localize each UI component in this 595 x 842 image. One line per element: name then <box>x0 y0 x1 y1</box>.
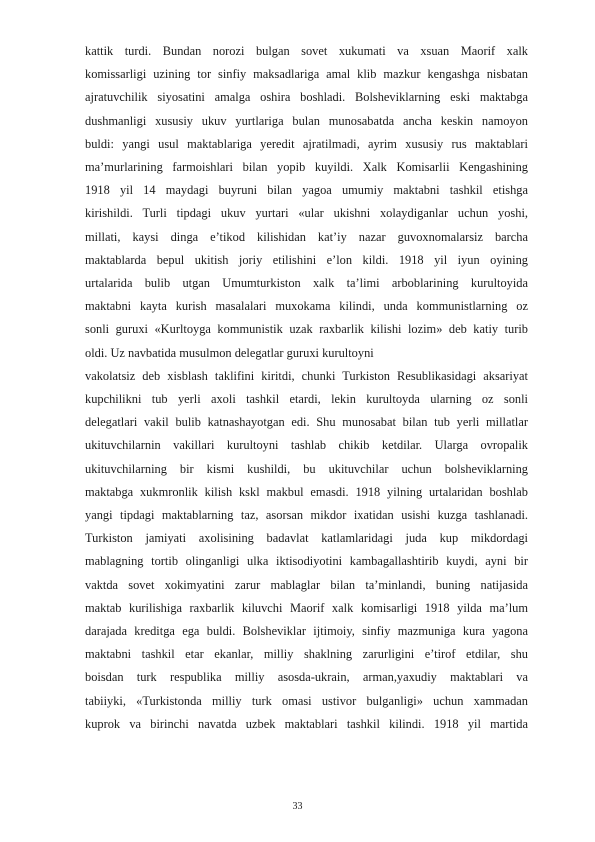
text-line: ma’murlarining farmoishlari bilan yopib kuyildi. Xalk Komisarlii Kengashining <box>85 160 528 175</box>
text-line: vakolatsiz deb xisblash taklifini kiritdi, chunki Turkiston Resublikasidagi aksariyat <box>85 368 528 383</box>
text-line: yangi tipdagi maktablarning taz, asorsan mikdor ixatidan usishi kuzga tashlanadi. <box>85 508 528 523</box>
text-line: kattik turdi. Bundan norozi bulgan sovet xukumati va xsuan Maorif xalk <box>85 44 528 58</box>
text-line: kuprok va birinchi navatda uzbek maktablari tashkil kilindi. 1918 yil martida <box>85 716 528 731</box>
text-line: komissarligi uzining tor sinfiy maksadlariga amal klib mazkur kengashga nisbatan <box>85 67 528 82</box>
text-line: ajratuvchilik siyosatini amalga oshira boshladi. Bolsheviklarning eski maktabga <box>85 90 528 105</box>
text-line: sonli guruxi «Kurltoyga kommunistik uzak raxbarlik kilishi lozim» deb katiy turib <box>85 322 528 337</box>
text-line: darajada kreditga ega buldi. Bolsheviklar ijtimoiy, sinfiy mazmuniga kura yagona <box>85 624 528 639</box>
text-line: kirishildi. Turli tipdagi ukuv yurtari «ular ukishni xolaydiganlar uchun yoshi, <box>85 206 528 221</box>
text-line: maktab kurilishiga raxbarlik kiluvchi Maorif xalk komisarligi 1918 yilda ma’lum <box>85 600 528 615</box>
text-line: millati, kaysi dinga e’tikod kilishidan kat’iy nazar guvoxnomalarsiz barcha <box>85 229 528 244</box>
text-line: dushmanligi xususiy ukuv yurtlariga bulan munosabatda ancha keskin namoyon <box>85 113 528 128</box>
document-body <box>85 40 528 736</box>
text-line: tabiiyki, «Turkistonda milliy turk omasi ustivor bulganligi» uchun xammadan <box>85 693 528 708</box>
text-line: mablagning tortib olinganligi ulka iktisodiyotini kambagallashtirib kuydi, ayni bir <box>85 554 528 569</box>
text-line: maktabni tashkil etar ekanlar, milliy shaklning zarurligini e’tirof etdilar, shu <box>85 647 528 662</box>
text-line: 1918 yil 14 maydagi buyruni bilan yagoa umumiy maktabni tashkil etishga <box>85 183 528 198</box>
page-number: 33 <box>292 801 303 812</box>
text-line: ukituvchilarning bir kismi kushildi, bu ukituvchilar uchun bolsheviklarning <box>85 461 528 476</box>
text-line: buldi: yangi usul maktablariga yeredit ajratilmadi, ayrim xususiy rus maktablari <box>85 136 528 151</box>
text-line: maktablarda bepul ukitish joriy etilishini e’lon kildi. 1918 yil iyun oyining <box>85 252 528 267</box>
text-line: maktabga xukmronlik kilish kskl makbul emasdi. 1918 yilning urtalaridan boshlab <box>85 484 528 499</box>
text-line: Turkiston jamiyati axolisining badavlat katlamlaridagi juda kup mikdordagi <box>85 531 528 546</box>
text-line: ukituvchilarnin vakillari kurultoyni tashlab chikib ketdilar. Ularga ovropalik <box>85 438 528 453</box>
paragraph-1 <box>85 40 528 365</box>
text-line: delegatlari vakil bulib katnashayotgan edi. Shu munosabat bilan tub yerli millatlar <box>85 415 528 430</box>
text-line: boisdan turk respublika milliy asosda-ukrain, arman,yaxudiy maktablari va <box>85 670 528 685</box>
text-line: oldi. Uz navbatida musulmon delegatlar guruxi kurultoyni <box>85 345 374 360</box>
text-line: maktabni kayta kurish masalalari muxokama kilindi, unda kommunistlarning oz <box>85 299 528 314</box>
paragraph-2 <box>85 365 528 736</box>
text-line: kupchilikni tub yerli axoli tashkil etardi, lekin kurultoyda ularning oz sonli <box>85 392 528 407</box>
text-line: urtalarida bulib utgan Umumturkiston xalk ta’limi arboblarining kurultoyida <box>85 276 528 291</box>
text-line: vaktda sovet xokimyatini zarur mablaglar bilan ta’minlandi, buning natijasida <box>85 577 528 592</box>
